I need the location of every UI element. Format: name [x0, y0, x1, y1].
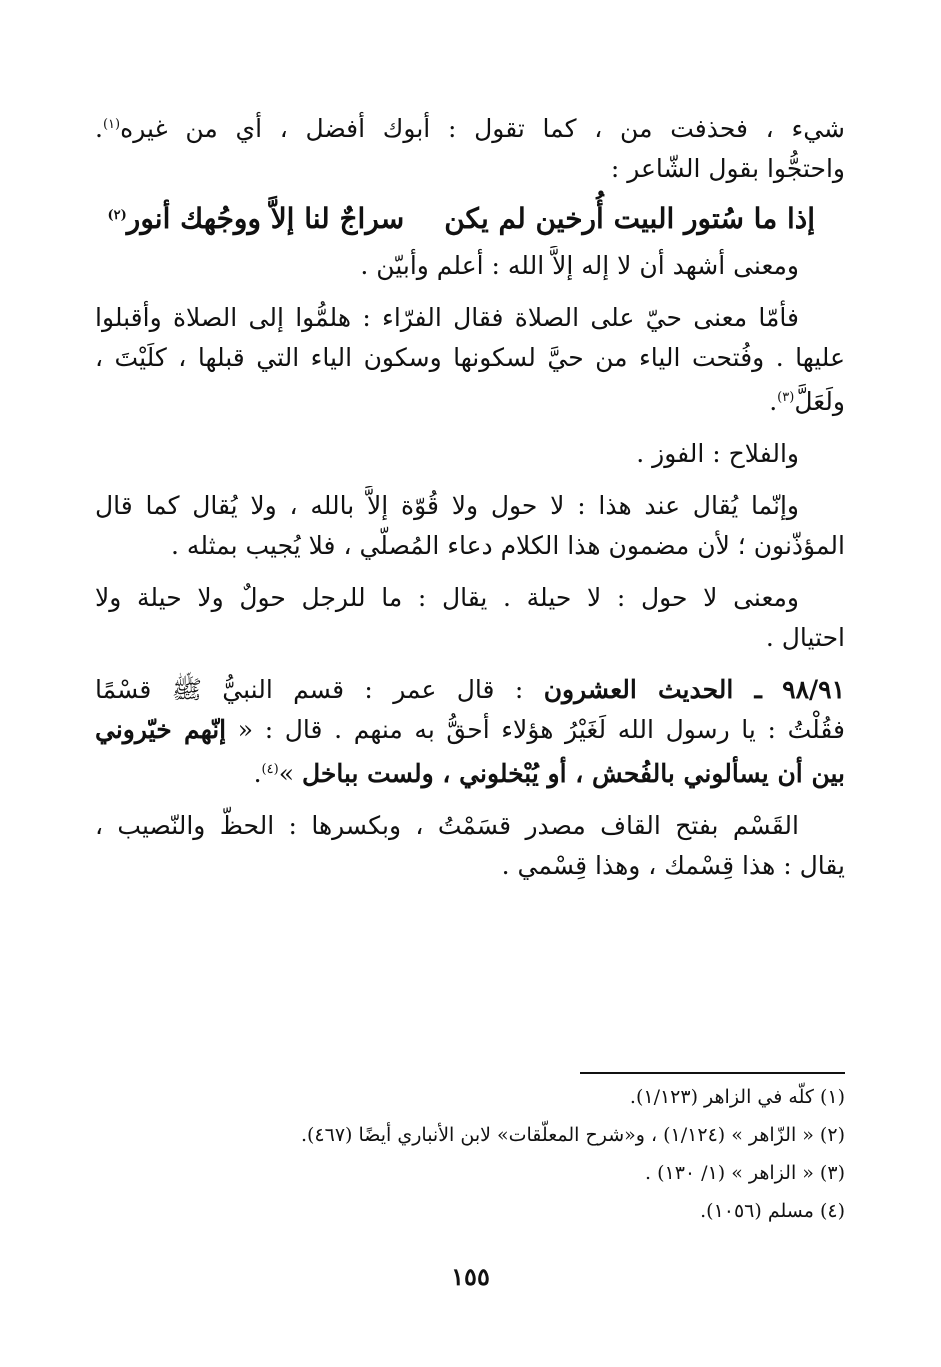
verse-hemistich-second: سراجٌ لنا إلاَّ ووجُهك أنور: [126, 202, 405, 235]
footnote-separator: [580, 1072, 845, 1074]
text-line: ومعنى لا حول : لا حيلة . يقال : ما للرجل حولٌ ولا حيلة ولا: [95, 583, 799, 612]
footnote-ref: (٢): [107, 208, 127, 223]
text-line: واحتجُّوا بقول الشّاعر :: [610, 154, 845, 183]
text-span: شيء ، فحذفت من ، كما تقول : أبوك أفضل ، أي من غيره: [120, 114, 845, 143]
text-span: .: [253, 759, 262, 788]
hadith-quote: إنّهم خيّروني: [95, 715, 227, 744]
hadith-title: ـ الحديث العشرون: [543, 675, 762, 704]
verse-hemistich-first: إذا ما سُتور البيت أُرخين لم يكن: [444, 202, 815, 235]
text-span: فقُلْتُ : يا رسول الله لَغَيْرُ هؤلاء أحقُّ به منهم . قال : «: [237, 715, 845, 744]
poetry-verse: [95, 189, 845, 246]
footnote: (٣) « الزاهر » (١/ ١٣٠) .: [644, 1162, 845, 1184]
hadith-number: ٩٨/٩١: [782, 675, 845, 704]
page-number: ١٥٥: [451, 1262, 490, 1291]
text-line: احتيال .: [765, 623, 845, 652]
footnote-ref: (١): [102, 117, 121, 132]
footnote-ref: (٤): [261, 762, 279, 777]
text-line: يقال : هذا قِسْمك ، وهذا قِسْمي .: [501, 851, 845, 880]
hadith-heading-line: [95, 670, 845, 710]
text-line: المؤذّنون ؛ لأن مضمون هذا الكلام دعاء المُصلّي ، فلا يُجيب بمثله .: [171, 531, 845, 560]
text-span: »: [278, 759, 294, 788]
hadith-quote: بين أن يسألوني بالفُحش ، أو يُبْخلوني ، ولست بباخل: [301, 759, 845, 788]
text-span: ولَعَلَّ: [794, 387, 845, 416]
footnote: (٢) « الزّاهر » (١/١٢٤) ، و«شرح المعلّقات» لابن الأنباري أيضًا (٤٦٧).: [300, 1124, 845, 1146]
text-line: [95, 710, 845, 750]
text-line: [95, 378, 845, 422]
text-line: فأمّا معنى حيّ على الصلاة فقال الفرّاء : هلمُّوا إلى الصلاة وأقبلوا: [95, 303, 799, 332]
text-line: [95, 105, 845, 149]
text-span: .: [95, 114, 103, 143]
text-span: : قال عمر : قسم النبيُّ ﷺ قسْمًا: [95, 675, 524, 704]
text-line: القَسْم بفتح القاف مصدر قسَمْتُ ، وبكسرها : الحظّ والنّصيب ،: [95, 811, 799, 840]
text-line: والفلاح : الفوز .: [636, 439, 799, 468]
footnote-ref: (٣): [777, 390, 795, 405]
text-line: ومعنى أشهد أن لا إله إلاَّ الله : أعلم وأبيّن .: [360, 251, 799, 280]
footnotes: [95, 1078, 845, 1230]
text-line: وإنّما يُقال عند هذا : لا حول ولا قُوّة إلاَّ بالله ، ولا يُقال كما قال: [95, 491, 799, 520]
footnote: (٤) مسلم (١٠٥٦).: [700, 1200, 845, 1222]
text-line: [95, 750, 845, 794]
main-text: [95, 105, 845, 886]
text-span: .: [769, 387, 778, 416]
text-line: عليها . وفُتحت الياء من حيَّ لسكونها وسكون الياء التي قبلها ، كلَيْتَ ،: [95, 343, 845, 372]
footnote: (١) كلّه في الزاهر (١/١٢٣).: [629, 1086, 845, 1108]
